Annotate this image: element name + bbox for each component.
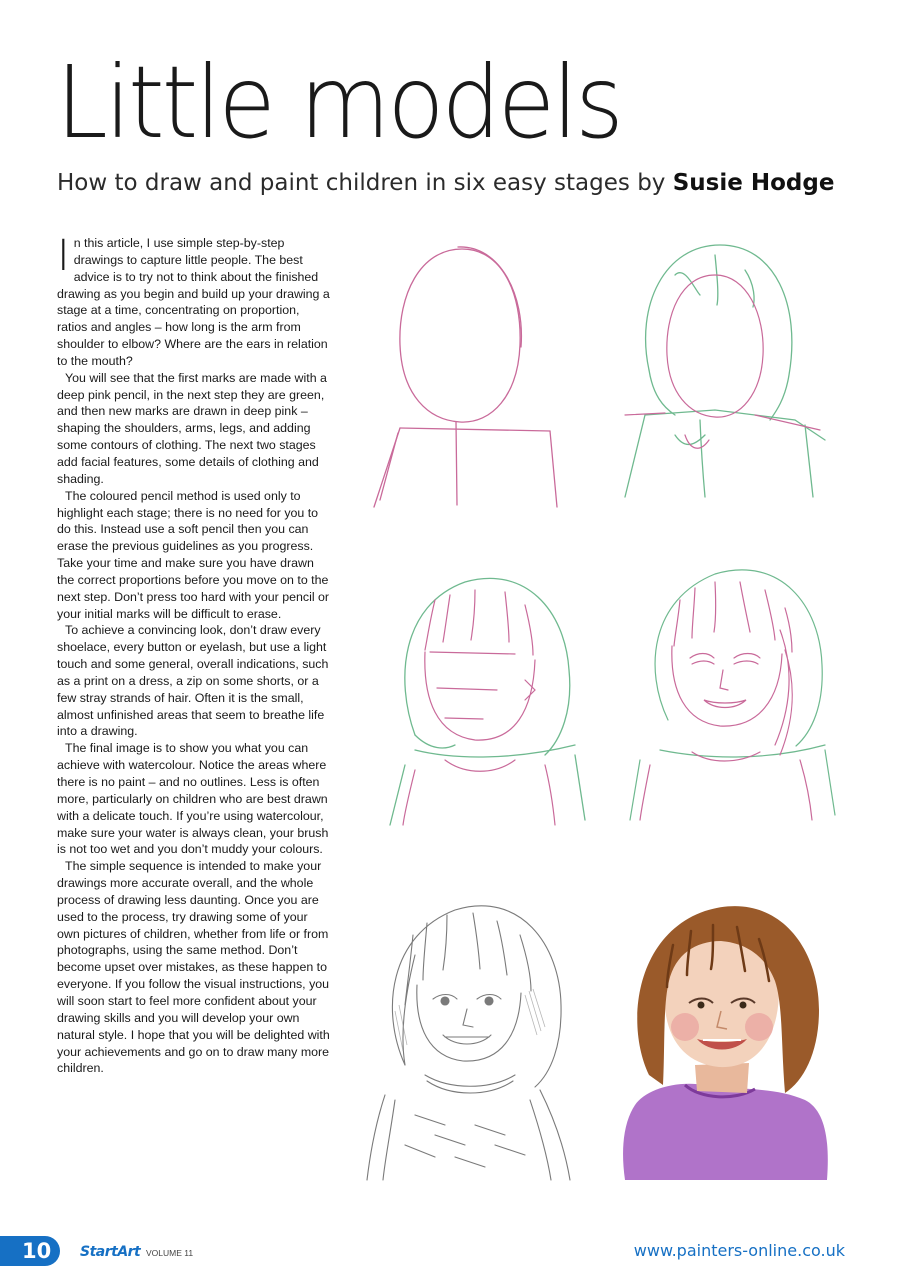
paragraph-6: The simple sequence is intended to make your drawings more accurate overall, and the whole process of drawing less daunting. Once you are used to the process, try drawing some of your own pictures of children, whether from life or from photographs, using the same method. Don’t become upset over mistakes, as these happen to everyone. If you follow the visual instructions, you will soon start to feel more confident about your drawing skills and you will develop your own natural style. I hope that you will be delighted with your achievements and go on to draw many more children. [57, 859, 330, 1076]
paragraph-1-text: n this article, I use simple step-by-step drawings to capture little people. The best advice is to try not to think about the finished drawing as you begin and build up your drawing a stage at a time, concentrating on proportion, ratios and angles – how long is the arm from shoulder to elbow? Where are the ears in relation to the mouth? [57, 236, 330, 368]
page-number: 10 [0, 1236, 60, 1266]
article-title: Little models [56, 44, 621, 161]
article-subtitle [57, 168, 834, 198]
paragraph-3: The coloured pencil method is used only to highlight each stage; there is no need for you to do this. Instead use a soft pencil then you can erase the previous guidelines as you progress. Take your time and make sure you have drawn the correct proportions before you move on to the next step. Don’t press too hard with your pencil or your initial marks will be difficult to erase. [57, 488, 330, 621]
website-url[interactable]: www.painters-online.co.uk [633, 1241, 845, 1260]
stage-2-sketch [605, 235, 845, 515]
paragraph-1 [57, 231, 333, 370]
stage-6-watercolour-painting [605, 895, 845, 1185]
paragraph-5: The final image is to show you what you can achieve with watercolour. Notice the areas where there is no paint – and no outlines. Less is often more, particularly on children who are best drawn with a delicate touch. If you’re using watercolour, make sure your water is always clean, your brush is not too wet and you don’t muddy your colours. [57, 741, 329, 857]
author-name: Susie Hodge [672, 170, 835, 196]
stage-5-graphite-drawing [355, 895, 585, 1185]
stage-1-sketch [360, 235, 590, 515]
paragraph-4: To achieve a convincing look, don’t draw every shoelace, every button or eyelash, but use a light touch and some general, overall indications, such as a print on a dress, a zip on some shorts, or a few stray strands of hair. Often it is the small, almost unfinished areas that seem to breathe life into a drawing. [57, 623, 329, 739]
drop-cap: I [57, 231, 70, 281]
paragraph-2: You will see that the first marks are made with a deep pink pencil, in the next step they are green, and then new marks are drawn in deep pink – shaping the shoulders, arms, legs, and adding some contours of clothing. The next two stages add facial features, some details of clothing and shading. [57, 370, 327, 486]
stage-3-sketch [375, 570, 595, 840]
magazine-brand: StartArt [80, 1244, 141, 1260]
article-body [57, 231, 333, 1077]
stage-4-sketch [620, 560, 850, 840]
subtitle-text: How to draw and paint children in six easy stages by [57, 170, 666, 196]
volume-label: VOLUME 11 [146, 1248, 194, 1258]
